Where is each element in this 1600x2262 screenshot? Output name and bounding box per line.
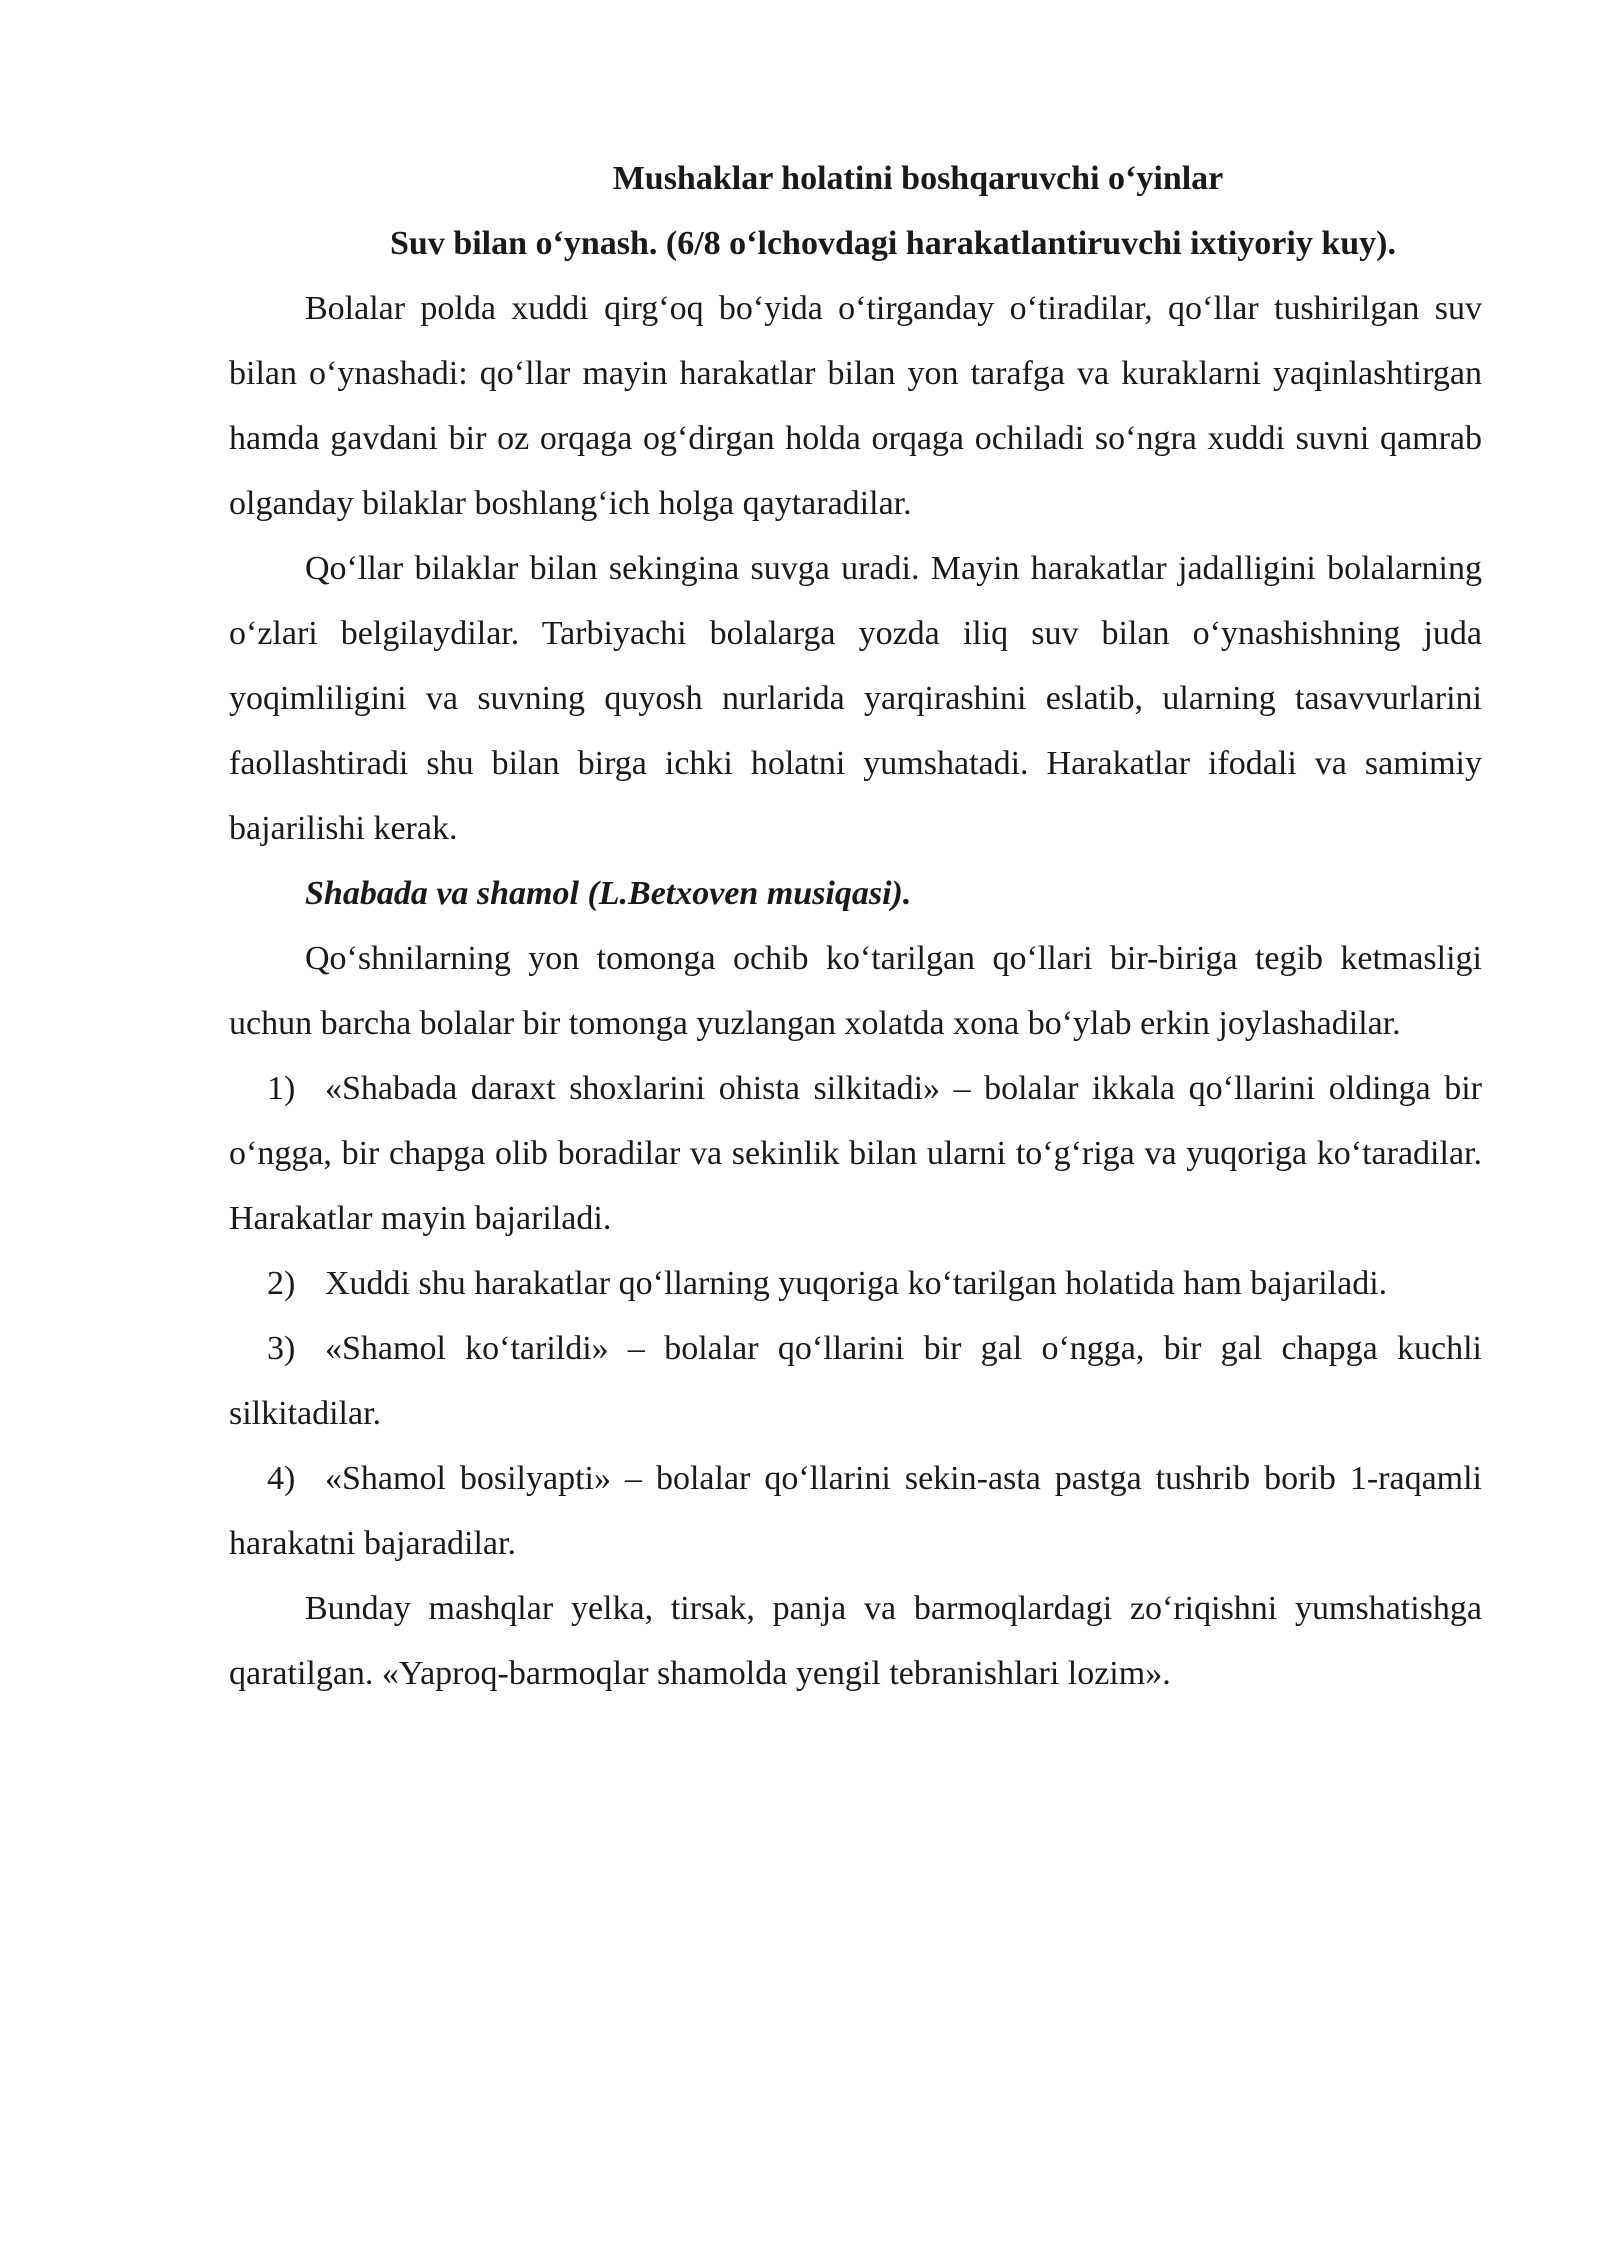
document-title: Mushaklar holatini boshqaruvchi o‘yinlar	[612, 160, 1224, 197]
list-text: «Shabada daraxt shoxlarini ohista silkitadi» – bolalar ikkala qo‘llarini oldinga bir o‘ngga, bir chapga olib boradilar va sekinlik bilan ularni to‘g‘riga va yuqoriga ko‘taradilar. Harakatlar mayin bajariladi.	[229, 1070, 1482, 1237]
list-number: 1)	[267, 1070, 296, 1107]
list-number: 4)	[267, 1460, 296, 1497]
list-number: 2)	[267, 1265, 296, 1302]
list-text: Xuddi shu harakatlar qo‘llarning yuqoriga ko‘tarilgan holatida ham bajariladi.	[325, 1265, 1388, 1302]
paragraph-2: Qo‘llar bilaklar bilan sekingina suvga uradi. Mayin harakatlar jadalligini bolalarning o‘zlari belgilaydilar. Tarbiyachi bolalarga yozda iliq suv bilan o‘ynashishning juda yoqimliligini va suvning quyosh nurlarida yarqirashini eslatib, ularning tasavvurlarini faollashtiradi shu bilan birga ichki holatni yumshatadi. Harakatlar ifodali va samimiy bajarilishi kerak.	[229, 550, 1482, 847]
list-item-3	[229, 1316, 1482, 1446]
list-item-1	[229, 1056, 1482, 1251]
document-subtitle: Suv bilan o‘ynash. (6/8 o‘lchovdagi harakatlantiruvchi ixtiyoriy kuy).	[390, 225, 1396, 262]
list-text: «Shamol bosilyapti» – bolalar qo‘llarini sekin-asta pastga tushrib borib 1-raqamli harakatni bajaradilar.	[229, 1460, 1482, 1562]
list-text: «Shamol ko‘tarildi» – bolalar qo‘llarini bir gal o‘ngga, bir gal chapga kuchli silkitadilar.	[229, 1330, 1482, 1432]
closing-paragraph: Bunday mashqlar yelka, tirsak, panja va barmoqlardagi zo‘riqishni yumshatishga qaratilgan. «Yaproq-barmoqlar shamolda yengil tebranishlari lozim».	[229, 1590, 1482, 1692]
list-number: 3)	[267, 1330, 296, 1367]
list-item-4	[229, 1446, 1482, 1576]
document-body	[229, 146, 1482, 1706]
paragraph-1: Bolalar polda xuddi qirg‘oq bo‘yida o‘tirganday o‘tiradilar, qo‘llar tushirilgan suv bilan o‘ynashadi: qo‘llar mayin harakatlar bilan yon tarafga va kuraklarni yaqinlashtirgan hamda gavdani bir oz orqaga og‘dirgan holda orqaga ochiladi so‘ngra xuddi suvni qamrab olganday bilaklar boshlang‘ich holga qaytaradilar.	[229, 290, 1482, 522]
section-heading: Shabada va shamol (L.Betxoven musiqasi).	[305, 875, 912, 912]
intro-paragraph: Qo‘shnilarning yon tomonga ochib ko‘tarilgan qo‘llari bir-biriga tegib ketmasligi uchun barcha bolalar bir tomonga yuzlangan xolatda xona bo‘ylab erkin joylashadilar.	[229, 940, 1482, 1042]
list-item-2	[229, 1251, 1482, 1316]
